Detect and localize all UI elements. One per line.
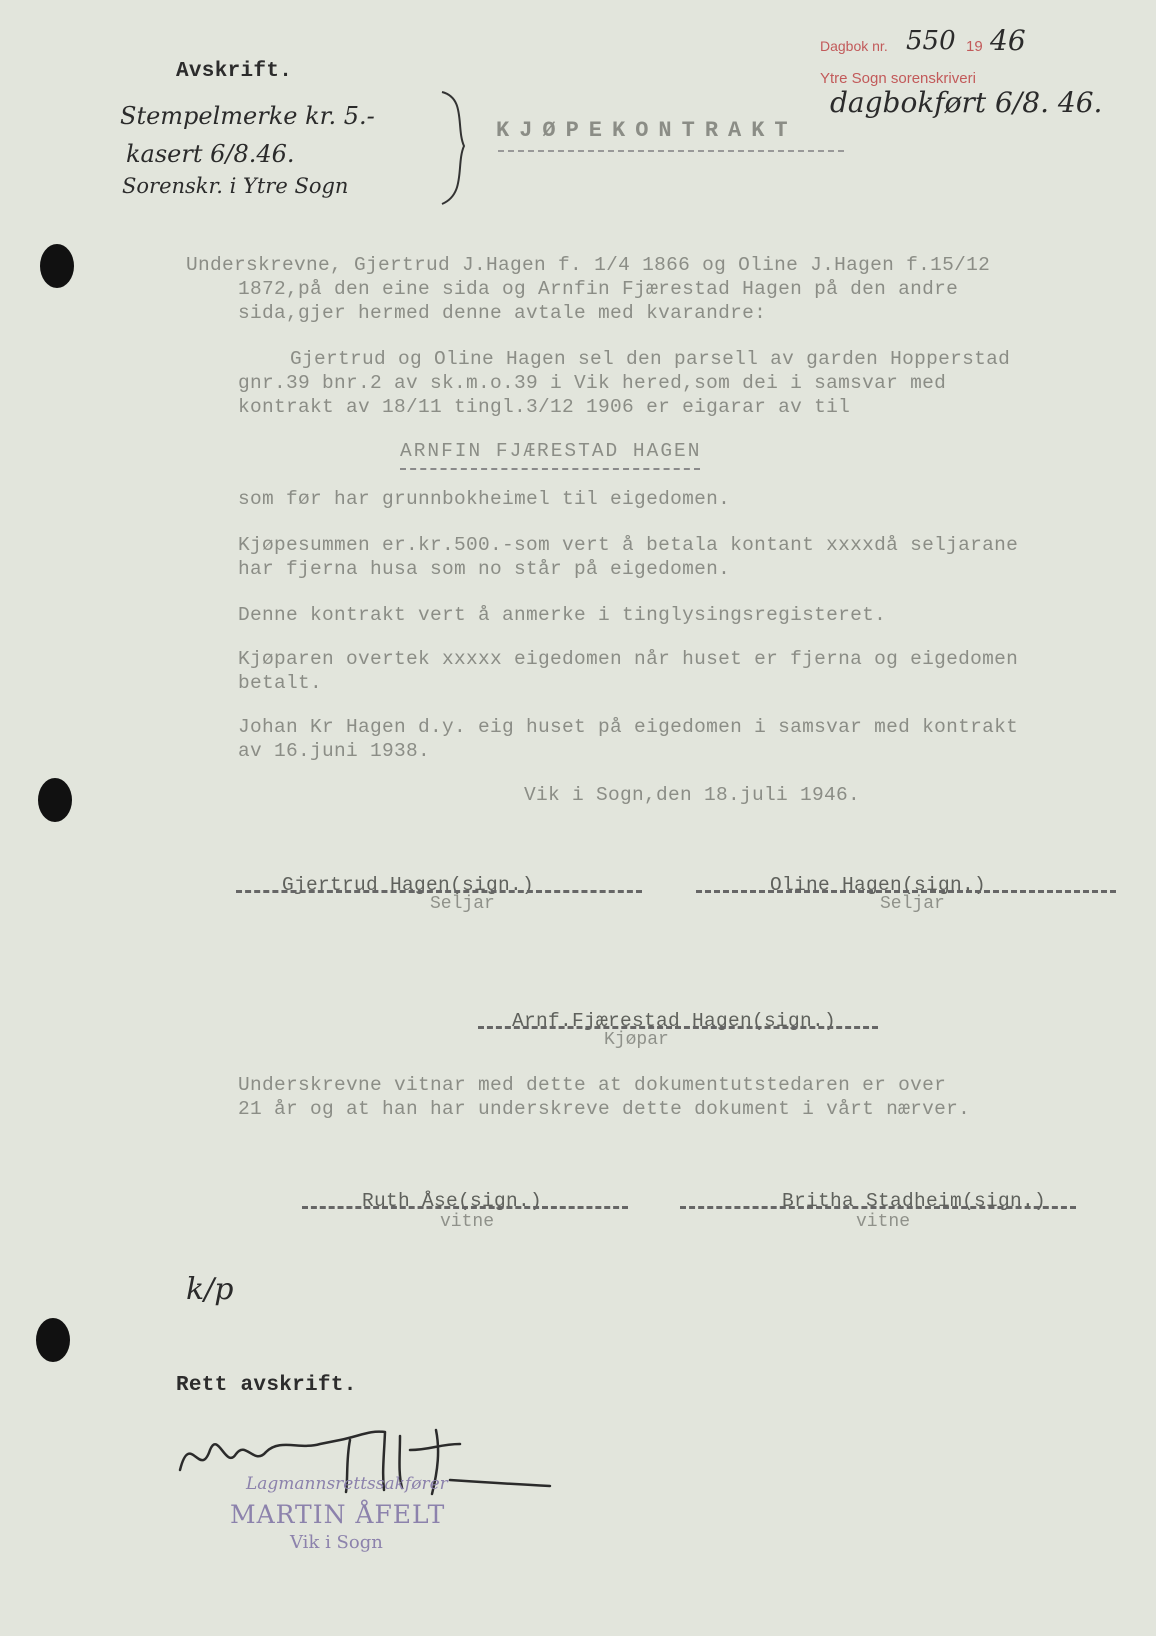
takeover-line-2: betalt.	[238, 672, 323, 694]
stamp-place: Vik i Sogn	[290, 1532, 383, 1553]
dagbok-label: Dagbok nr.	[820, 38, 888, 54]
intro-line-3: sida,gjer hermed denne avtale med kvarandre:	[238, 302, 767, 324]
buyer-sign-line	[478, 1026, 878, 1029]
stamp-title: Lagmannsrettssakfører	[246, 1474, 448, 1494]
margin-note-line-3: Sorenskr. i Ytre Sogn	[122, 174, 349, 198]
buyer-note: som før har grunnbokheimel til eigedomen.	[238, 488, 731, 510]
takeover-line-1: Kjøparen overtek xxxxx eigedomen når huset er fjerna og eigedomen	[238, 648, 1019, 670]
sale-line-1: Gjertrud og Oline Hagen sel den parsell av garden Hopperstad	[290, 348, 1011, 370]
margin-note-brace	[436, 88, 476, 208]
document-title: KJØPEKONTRAKT	[496, 118, 798, 143]
seller1-name: Gjertrud Hagen(sign.)	[282, 874, 535, 896]
witness1-name: Ruth Åse(sign.)	[362, 1190, 543, 1212]
intro-line-2: 1872,på den eine sida og Arnfin Fjærestad Hagen på den andre	[238, 278, 959, 300]
sale-line-3: kontrakt av 18/11 tingl.3/12 1906 er eigarar av til	[238, 396, 851, 418]
house-line-2: av 16.juni 1938.	[238, 740, 431, 762]
dagbokfort-note: dagbokført 6/8. 46.	[830, 86, 1103, 119]
margin-note-line-2: kasert 6/8.46.	[126, 140, 295, 168]
punch-hole-middle	[38, 778, 72, 822]
dagbok-number: 550	[906, 26, 956, 56]
intro-line-1: Underskrevne, Gjertrud J.Hagen f. 1/4 1866 og Oline J.Hagen f.15/12	[186, 254, 991, 276]
witness2-role: vitne	[856, 1212, 911, 1232]
witness1-role: vitne	[440, 1212, 495, 1232]
witness-text-line-2: 21 år og at han har underskreve dette dokument i vårt nærver.	[238, 1098, 971, 1120]
rett-avskrift: Rett avskrift.	[176, 1374, 357, 1397]
initials: k/p	[186, 1272, 234, 1307]
place-date: Vik i Sogn,den 18.juli 1946.	[524, 784, 861, 806]
register-line: Denne kontrakt vert å anmerke i tinglysingsregisteret.	[238, 604, 887, 626]
witness2-line	[680, 1206, 1076, 1209]
stamp-name: MARTIN ÅFELT	[230, 1500, 446, 1529]
sale-line-2: gnr.39 bnr.2 av sk.m.o.39 i Vik hered,som dei i samsvar med	[238, 372, 947, 394]
punch-hole-bottom	[36, 1318, 70, 1362]
seller2-name: Oline Hagen(sign.)	[770, 874, 987, 896]
punch-hole-top	[40, 244, 74, 288]
dagbok-year: 46	[990, 24, 1026, 57]
margin-note-line-1: Stempelmerke kr. 5.-	[120, 102, 375, 130]
seller1-role: Seljar	[430, 894, 495, 914]
witness-text-line-1: Underskrevne vitnar med dette at dokumentutstedaren er over	[238, 1074, 947, 1096]
dagbok-year-prefix: 19	[966, 38, 983, 55]
seller2-role: Seljar	[880, 894, 945, 914]
witness2-name: Britha Stadheim(sign.)	[782, 1190, 1047, 1212]
court-stamp: Ytre Sogn sorenskriveri	[820, 70, 976, 87]
buyer-name: ARNFIN FJÆRESTAD HAGEN	[400, 440, 702, 462]
seller2-line	[696, 890, 1116, 893]
seller1-line	[236, 890, 642, 893]
price-line-2: har fjerna husa som no står på eigedomen.	[238, 558, 731, 580]
price-line-1: Kjøpesummen er.kr.500.-som vert å betala kontant xxxxdå seljarane	[238, 534, 1019, 556]
buyer-sign-name: Arnf.Fjærestad Hagen(sign.)	[512, 1010, 837, 1032]
buyer-sign-role: Kjøpar	[604, 1030, 669, 1050]
house-line-1: Johan Kr Hagen d.y. eig huset på eigedomen i samsvar med kontrakt	[238, 716, 1019, 738]
witness1-line	[302, 1206, 628, 1209]
buyer-name-underline	[400, 468, 700, 470]
title-underline	[498, 150, 844, 152]
avskrift-heading: Avskrift.	[176, 60, 293, 83]
